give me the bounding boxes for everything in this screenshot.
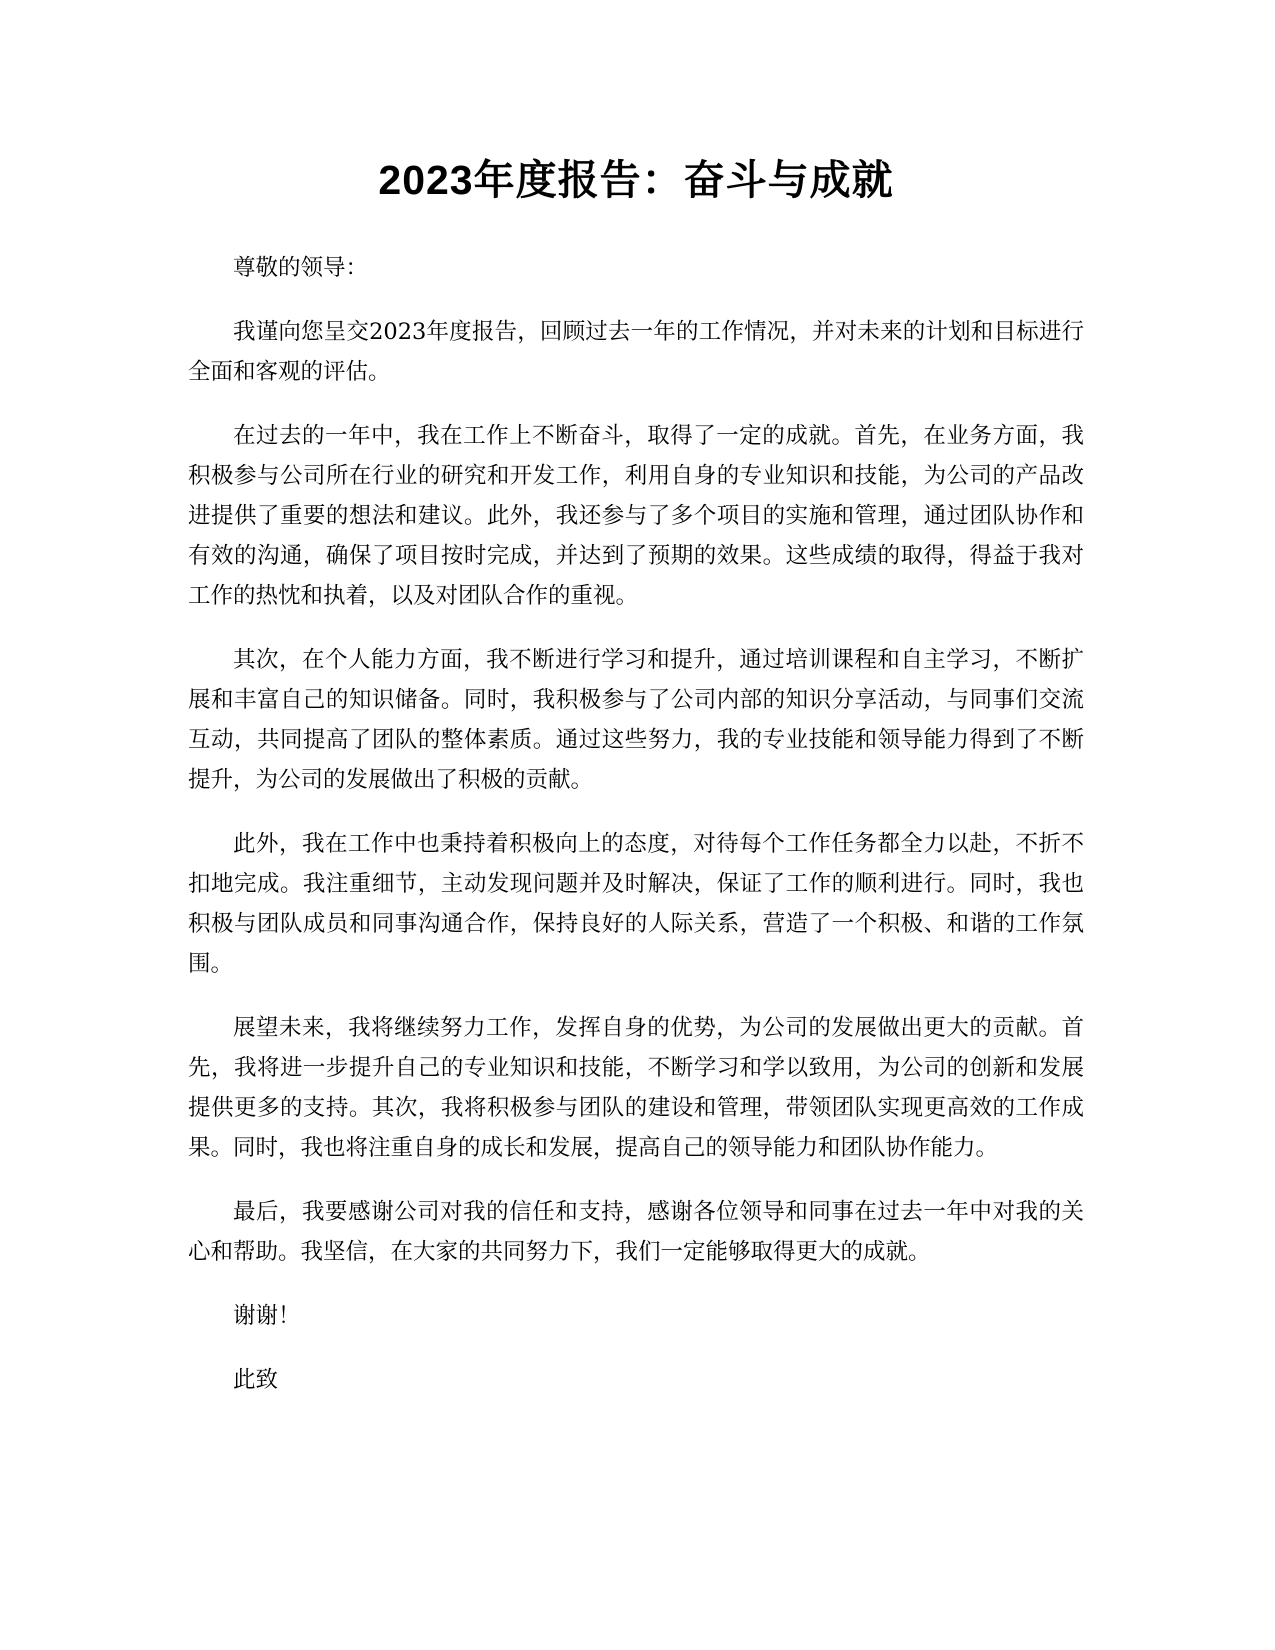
thanks-line: 谢谢！ xyxy=(233,1303,301,1329)
paragraph-attitude: 此外，我在工作中也秉持着积极向上的态度，对待每个工作任务都全力以赴，不折不扣地完成。我注重细节，主动发现问题并及时解决，保证了工作的顺利进行。同时，我也积极与团队成员和同事沟通合作，保持良好的人际关系，营造了一个积极、和谐的工作氛围。 xyxy=(188,831,1084,977)
paragraph-personal-growth: 其次，在个人能力方面，我不断进行学习和提升，通过培训课程和自主学习，不断扩展和丰富自己的知识储备。同时，我积极参与了公司内部的知识分享活动，与同事们交流互动，共同提高了团队的整体素质。通过这些努力，我的专业技能和领导能力得到了不断提升，为公司的发展做出了积极的贡献。 xyxy=(188,647,1084,793)
paragraph-gratitude: 最后，我要感谢公司对我的信任和支持，感谢各位领导和同事在过去一年中对我的关心和帮助。我坚信，在大家的共同努力下，我们一定能够取得更大的成就。 xyxy=(188,1199,1084,1265)
salutation: 尊敬的领导： xyxy=(233,255,369,281)
closing-line: 此致 xyxy=(233,1367,279,1393)
paragraph-outlook: 展望未来，我将继续努力工作，发挥自身的优势，为公司的发展做出更大的贡献。首先，我将进一步提升自己的专业知识和技能，不断学习和学以致用，为公司的创新和发展提供更多的支持。其次，我将积极参与团队的建设和管理，带领团队实现更高效的工作成果。同时，我也将注重自身的成长和发展，提高自己的领导能力和团队协作能力。 xyxy=(188,1015,1084,1161)
paragraph-intro: 我谨向您呈交2023年度报告，回顾过去一年的工作情况，并对未来的计划和目标进行全面和客观的评估。 xyxy=(188,319,1084,385)
document-title: 2023年度报告：奋斗与成就 xyxy=(378,157,894,203)
document-body xyxy=(188,248,1084,1400)
paragraph-achievements: 在过去的一年中，我在工作上不断奋斗，取得了一定的成就。首先，在业务方面，我积极参与公司所在行业的研究和开发工作，利用自身的专业知识和技能，为公司的产品改进提供了重要的想法和建议。此外，我还参与了多个项目的实施和管理，通过团队协作和有效的沟通，确保了项目按时完成，并达到了预期的效果。这些成绩的取得，得益于我对工作的热忱和执着，以及对团队合作的重视。 xyxy=(188,423,1084,609)
document-page xyxy=(188,140,1084,1424)
